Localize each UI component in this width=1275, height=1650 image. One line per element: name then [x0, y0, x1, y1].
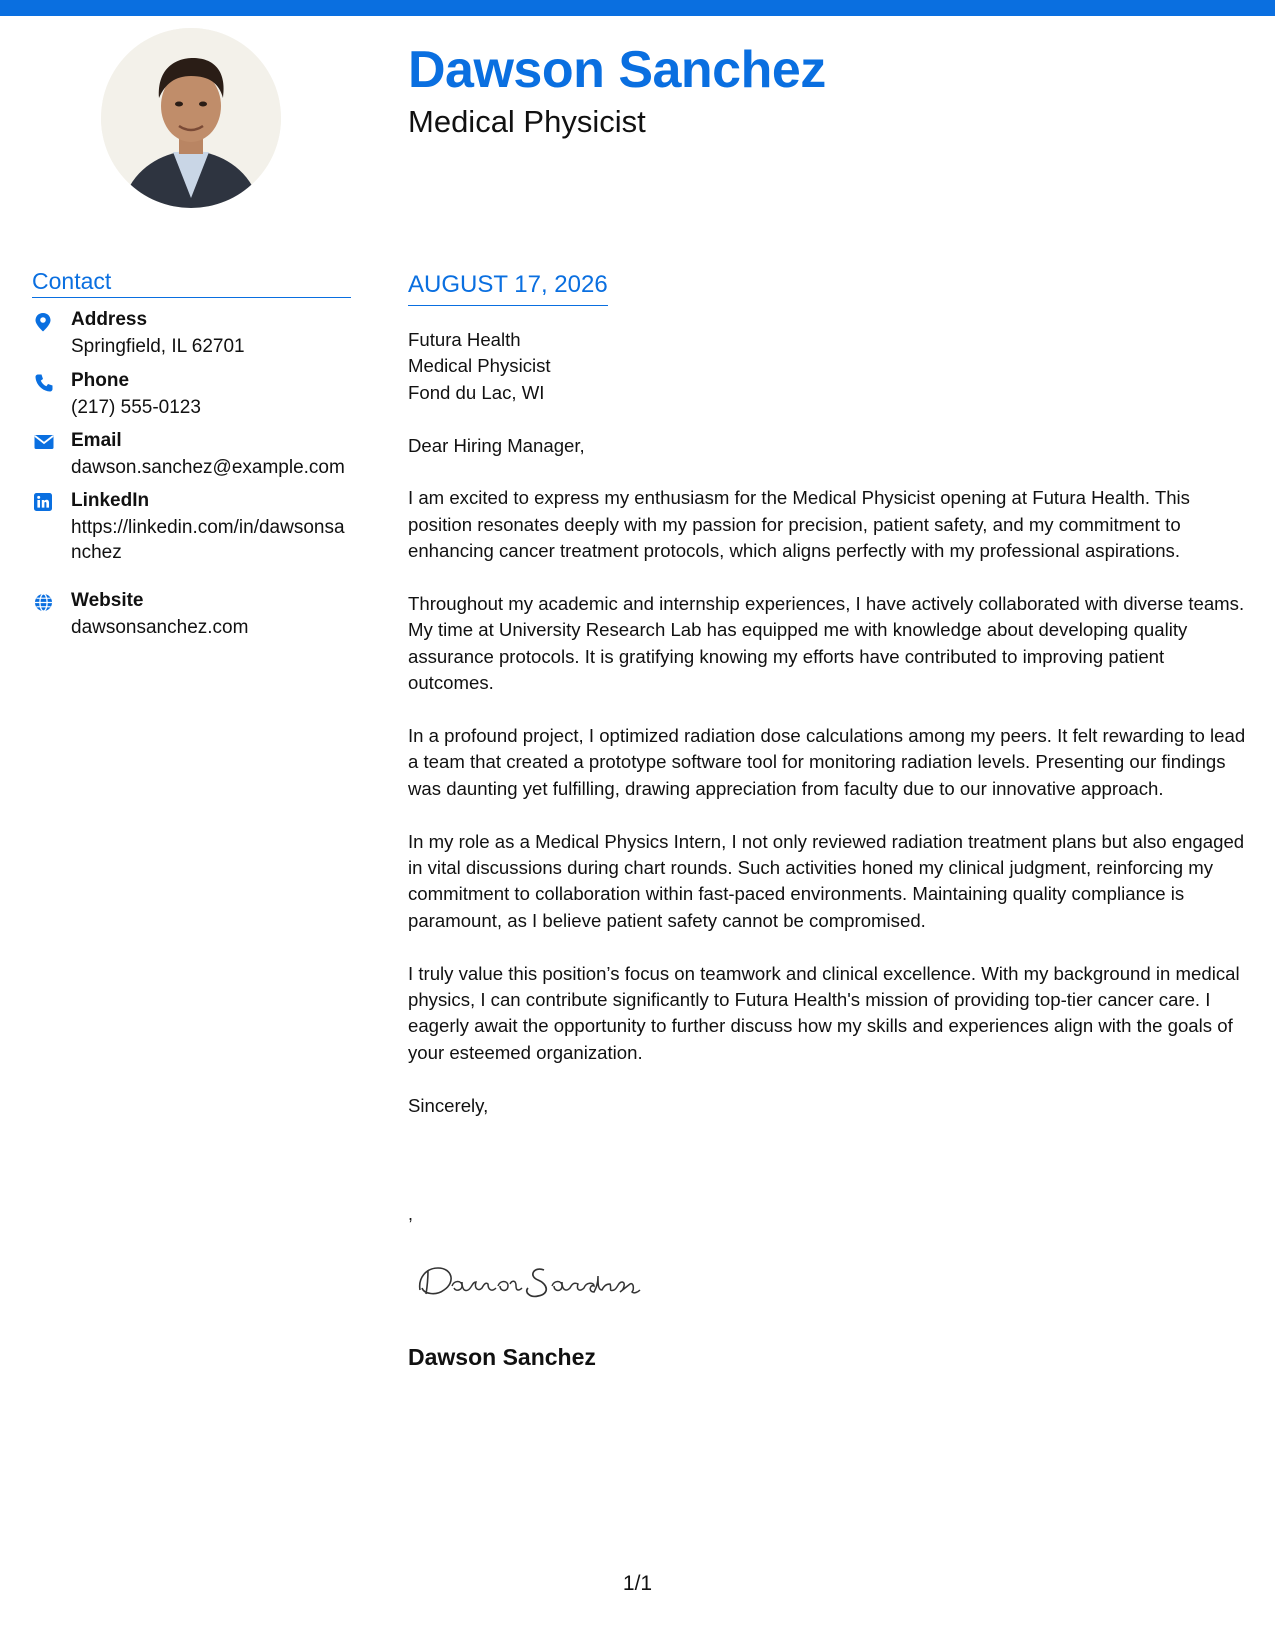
- profile-photo: [101, 28, 281, 208]
- body-paragraph: In a profound project, I optimized radiation dose calculations among my peers. It felt rewarding to lead a team that created a prototype software tool for monitoring radiation levels. Presenting our findings was daunting yet fulfilling, drawing appreciation from faculty due to our innovative approach.: [408, 725, 1246, 799]
- handwritten-signature: [412, 1248, 672, 1308]
- body-paragraph: I am excited to express my enthusiasm for the Medical Physicist opening at Futura Health. This position resonates deeply with my passion for precision, patient safety, and my commitment to enhancing cancer treatment protocols, which aligns perfectly with my professional aspirations.: [408, 487, 1190, 562]
- letter-body: [408, 327, 1248, 1145]
- signer-name: Dawson Sanchez: [408, 1344, 596, 1370]
- contact-label: Website: [71, 590, 144, 611]
- contact-value[interactable]: dawsonsanchez.com: [71, 617, 249, 638]
- recipient-block: [408, 327, 1248, 406]
- salutation: Dear Hiring Manager,: [408, 434, 585, 456]
- letter-date: AUGUST 17, 2026: [408, 271, 608, 306]
- body-paragraph: I truly value this position’s focus on teamwork and clinical excellence. With my background in medical physics, I can contribute significantly to Futura Health's mission of providing top-tier cancer care. I eagerly await the opportunity to further discuss how my skills and experiences align with the goals of your esteemed organization.: [408, 962, 1240, 1063]
- contact-value: Springfield, IL 62701: [71, 336, 245, 357]
- contact-label: LinkedIn: [71, 490, 150, 511]
- map-pin-icon: [34, 312, 54, 332]
- body-paragraph: Throughout my academic and internship experiences, I have actively collaborated with diverse teams. My time at University Research Lab has equipped me with knowledge about developing quality assurance protocols. It is gratifying knowing my efforts have contributed to improving patient outcomes.: [408, 593, 1245, 694]
- top-accent-bar: [0, 0, 1275, 16]
- phone-icon: [34, 373, 54, 393]
- contact-value[interactable]: https://linkedin.com/in/dawsonsanchez: [71, 517, 345, 563]
- body-paragraph: In my role as a Medical Physics Intern, I not only reviewed radiation treatment plans but also engaged in vital discussions during chart rounds. Such activities honed my clinical judgment, reinforcing my commitment to collaboration within fast-paced environments. Maintaining quality compliance is paramount, as I believe patient safety cannot be compromised.: [408, 830, 1245, 931]
- recipient-company: Futura Health: [408, 329, 521, 350]
- contact-value: dawson.sanchez@example.com: [71, 457, 345, 478]
- linkedin-icon: [34, 493, 54, 513]
- globe-icon: [34, 593, 54, 613]
- contact-label: Phone: [71, 370, 130, 391]
- contact-heading: Contact: [32, 268, 351, 298]
- contact-label: Email: [71, 430, 122, 451]
- recipient-position: Medical Physicist: [408, 355, 551, 377]
- contact-label: Address: [71, 309, 148, 330]
- signature-comma: ,: [408, 1204, 414, 1224]
- page-number: 1/1: [622, 1572, 653, 1595]
- recipient-location: Fond du Lac, WI: [408, 381, 545, 403]
- candidate-name: Dawson Sanchez: [408, 41, 826, 99]
- candidate-title: Medical Physicist: [408, 104, 646, 139]
- email-icon: [34, 433, 54, 453]
- contact-value: (217) 555-0123: [71, 397, 201, 418]
- closing: Sincerely,: [408, 1094, 489, 1116]
